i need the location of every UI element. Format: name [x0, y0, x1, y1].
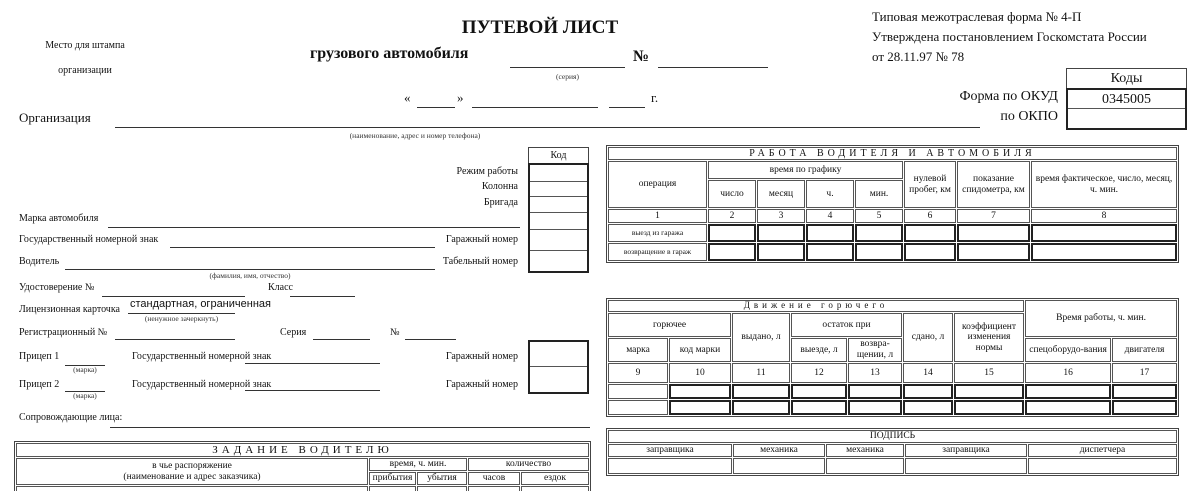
car-brand-field[interactable] — [108, 227, 520, 228]
okpo-value[interactable] — [1068, 109, 1185, 128]
work-mode-code[interactable] — [530, 165, 587, 182]
driver-label: Водитель — [19, 256, 60, 267]
work-zero-run-header: нулевой пробег, км — [904, 161, 956, 208]
class-label: Класс — [268, 282, 293, 293]
trailer1-brand-caption: (марка) — [73, 365, 97, 374]
table-row — [608, 243, 1177, 261]
signature-cell[interactable] — [826, 458, 904, 474]
codes-header: Коды — [1066, 68, 1187, 89]
fuel-cell[interactable] — [903, 384, 953, 399]
work-cell[interactable] — [757, 224, 805, 242]
class-field[interactable] — [290, 296, 355, 297]
car-brand-code[interactable] — [530, 213, 587, 230]
fuel-cell[interactable] — [791, 384, 847, 399]
signature-table — [606, 428, 1179, 476]
signature-cell[interactable] — [905, 458, 1027, 474]
col-number: 8 — [1031, 209, 1177, 223]
row-label: выезд из гаража — [608, 224, 707, 242]
work-cell[interactable] — [806, 243, 854, 261]
page-subtitle: грузового автомобиля — [310, 45, 469, 62]
fuel-cell[interactable] — [1112, 384, 1177, 399]
table-row — [608, 224, 1177, 242]
col-number: 1 — [608, 209, 707, 223]
trailer2-garage-label: Гаражный номер — [445, 379, 518, 390]
fuel-brand-code-header: код марки — [669, 338, 731, 362]
work-cell[interactable] — [806, 224, 854, 242]
license-card-caption: (ненужное зачеркнуть) — [144, 314, 219, 323]
work-cell[interactable] — [1031, 224, 1177, 242]
col-number: 9 — [608, 363, 668, 383]
year-field[interactable] — [609, 107, 645, 108]
signature-cell[interactable] — [608, 458, 732, 474]
reg-number-field[interactable] — [115, 339, 235, 340]
trailer1-label: Прицеп 1 — [19, 351, 60, 362]
organization-field[interactable] — [115, 127, 980, 128]
work-cell[interactable] — [904, 243, 956, 261]
fuel-title: Движение горючего — [608, 300, 1024, 312]
fuel-return-header: возвра-щении, л — [848, 338, 902, 362]
escorts-label: Сопровождающие лица: — [19, 412, 123, 423]
personnel-number-code[interactable] — [530, 251, 587, 271]
fuel-cell[interactable] — [954, 384, 1024, 399]
col-number: 15 — [954, 363, 1024, 383]
garage-number-label: Гаражный номер — [445, 234, 518, 245]
number-field[interactable] — [658, 67, 768, 68]
form-type: Типовая межотраслевая форма № 4-П — [872, 9, 1082, 24]
fuel-cell[interactable] — [1025, 384, 1111, 399]
fuel-cell[interactable] — [732, 400, 790, 415]
fuel-table — [606, 298, 1179, 417]
reg-series-field[interactable] — [313, 339, 370, 340]
work-schedule-header: время по графику — [708, 161, 903, 179]
signature-dispatcher-header: диспетчера — [1028, 444, 1177, 457]
month-field[interactable] — [472, 107, 598, 108]
car-brand-label: Марка автомобиля — [19, 213, 99, 224]
number-sign: № — [633, 48, 650, 65]
driver-task-table — [14, 441, 591, 491]
row-label: возвращение в гараж — [608, 243, 707, 261]
work-cell[interactable] — [1031, 243, 1177, 261]
work-min-header: мин. — [855, 180, 903, 208]
fuel-remainder-header: остаток при — [791, 313, 902, 337]
work-cell[interactable] — [757, 243, 805, 261]
fuel-special-header: спецоборудо-вания — [1025, 338, 1111, 362]
fuel-cell[interactable] — [848, 384, 902, 399]
license-number-label: Удостоверение № — [19, 282, 95, 293]
col-number: 13 — [848, 363, 902, 383]
brigade-code[interactable] — [530, 197, 587, 213]
table-row — [608, 400, 1177, 415]
form-approval: Утверждена постановлением Госкомстата России — [872, 29, 1147, 44]
reg-no-field[interactable] — [405, 339, 456, 340]
col-number: 12 — [791, 363, 847, 383]
signature-fueler-header: заправщика — [608, 444, 732, 457]
quote-close: » — [457, 90, 464, 105]
signature-cell[interactable] — [733, 458, 825, 474]
driver-work-table — [606, 145, 1179, 263]
plate-field[interactable] — [170, 247, 435, 248]
work-day-header: число — [708, 180, 756, 208]
work-cell[interactable] — [855, 243, 903, 261]
signature-cell[interactable] — [1028, 458, 1177, 474]
work-hour-header: ч. — [806, 180, 854, 208]
license-card-value[interactable]: стандартная, ограниченная — [130, 298, 271, 310]
fuel-exit-header: выезде, л — [791, 338, 847, 362]
fuel-cell[interactable] — [608, 384, 668, 399]
signature-mechanic-header: механика — [826, 444, 904, 457]
trailer1-garage-label: Гаражный номер — [445, 351, 518, 362]
task-cell[interactable] — [369, 486, 416, 491]
work-title: РАБОТА ВОДИТЕЛЯ И АВТОМОБИЛЯ — [608, 147, 1177, 160]
col-number: 17 — [1112, 363, 1177, 383]
fuel-cell[interactable] — [1025, 400, 1111, 415]
fuel-cell[interactable] — [669, 400, 731, 415]
fuel-issued-header: выдано, л — [732, 313, 790, 362]
col-number: 14 — [903, 363, 953, 383]
series-field[interactable] — [510, 67, 625, 68]
work-operation-header: операция — [608, 161, 707, 208]
reg-series-label: Серия — [280, 327, 307, 338]
fuel-cell[interactable] — [669, 384, 731, 399]
col-number: 3 — [757, 209, 805, 223]
col-number: 2 — [708, 209, 756, 223]
fuel-cell[interactable] — [791, 400, 847, 415]
trailer2-plate-label: Государственный номерной знак — [132, 379, 272, 390]
trailer1-garage-code[interactable] — [530, 342, 587, 367]
work-cell[interactable] — [957, 243, 1030, 261]
kod-header: Код — [528, 147, 589, 164]
reg-number-label: Регистрационный № — [19, 327, 108, 338]
driver-caption: (фамилия, имя, отчество) — [209, 271, 291, 280]
license-card-label: Лицензионная карточка — [19, 304, 120, 315]
fuel-brand-header: марка — [608, 338, 668, 362]
task-customer-header: в чье распоряжение (наименование и адрес заказчика) — [16, 458, 368, 485]
col-number: 10 — [669, 363, 731, 383]
task-arrival-header: прибытия — [369, 472, 416, 485]
fuel-returned-header: сдано, л — [903, 313, 953, 362]
fuel-engine-header: двигателя — [1112, 338, 1177, 362]
task-time-header: время, ч. мин. — [369, 458, 467, 471]
trailer1-plate-label: Государственный номерной знак — [132, 351, 272, 362]
okud-label: Форма по ОКУД — [959, 89, 1058, 104]
trailer2-plate-field[interactable] — [245, 390, 380, 391]
column-label: Колонна — [481, 181, 518, 192]
task-trips-header: ездок — [521, 472, 589, 485]
task-quantity-header: количество — [468, 458, 589, 471]
table-row — [608, 384, 1177, 399]
signature-title: ПОДПИСЬ — [608, 430, 1177, 443]
organization-label: Организация — [19, 110, 91, 125]
signature-mechanic-header: механика — [733, 444, 825, 457]
trailer2-label: Прицеп 2 — [19, 379, 60, 390]
fuel-coef-header: коэффициент изменения нормы — [954, 313, 1024, 362]
stamp-label-1: Место для штампа — [45, 40, 125, 51]
task-cell[interactable] — [417, 486, 467, 491]
fuel-cell[interactable] — [732, 384, 790, 399]
work-mode-label: Режим работы — [456, 166, 518, 177]
work-cell[interactable] — [708, 224, 756, 242]
fuel-cell[interactable] — [1112, 400, 1177, 415]
quote-open: « — [404, 90, 411, 105]
garage-number-code[interactable] — [530, 230, 587, 251]
brigade-label: Бригада — [483, 197, 518, 208]
okud-value[interactable]: 0345005 — [1068, 90, 1185, 109]
task-hours-header: часов — [468, 472, 520, 485]
task-cell[interactable] — [16, 486, 368, 491]
fuel-cell[interactable] — [848, 400, 902, 415]
year-suffix: г. — [651, 90, 659, 105]
okpo-label: по ОКПО — [1000, 109, 1058, 124]
signature-fueler-header: заправщика — [905, 444, 1027, 457]
fuel-header: горючее — [608, 313, 731, 337]
personnel-number-label: Табельный номер — [442, 256, 518, 267]
reg-no-label: № — [390, 327, 400, 338]
escorts-field[interactable] — [110, 427, 590, 428]
column-code[interactable] — [530, 182, 587, 197]
form-date: от 28.11.97 № 78 — [872, 49, 965, 64]
task-departure-header: убытия — [417, 472, 467, 485]
col-number: 11 — [732, 363, 790, 383]
col-number: 6 — [904, 209, 956, 223]
driver-field[interactable] — [65, 269, 435, 270]
license-number-field[interactable] — [102, 296, 245, 297]
fuel-cell[interactable] — [903, 400, 953, 415]
trailer2-brand-caption: (марка) — [73, 391, 97, 400]
day-field[interactable] — [417, 107, 455, 108]
series-caption: (серия) — [556, 72, 579, 81]
organization-caption: (наименование, адрес и номер телефона) — [349, 131, 481, 140]
col-number: 16 — [1025, 363, 1111, 383]
trailer2-garage-code[interactable] — [530, 367, 587, 392]
work-cell[interactable] — [708, 243, 756, 261]
work-actual-header: время фактическое, число, месяц, ч. мин. — [1031, 161, 1177, 208]
plate-label: Государственный номерной знак — [19, 234, 159, 245]
fuel-cell[interactable] — [954, 400, 1024, 415]
task-title: ЗАДАНИЕ ВОДИТЕЛЮ — [16, 443, 589, 457]
col-number: 5 — [855, 209, 903, 223]
work-cell[interactable] — [904, 224, 956, 242]
trailer1-plate-field[interactable] — [245, 363, 380, 364]
col-number: 7 — [957, 209, 1030, 223]
col-number: 4 — [806, 209, 854, 223]
fuel-cell[interactable] — [608, 400, 668, 415]
task-cell[interactable] — [468, 486, 520, 491]
task-cell[interactable] — [521, 486, 589, 491]
stamp-label-2: организации — [58, 65, 112, 76]
work-cell[interactable] — [957, 224, 1030, 242]
page-title: ПУТЕВОЙ ЛИСТ — [461, 17, 619, 38]
work-speedometer-header: показание спидометра, км — [957, 161, 1030, 208]
fuel-work-time-header: Время работы, ч. мин. — [1025, 300, 1177, 337]
work-cell[interactable] — [855, 224, 903, 242]
work-month-header: месяц — [757, 180, 805, 208]
